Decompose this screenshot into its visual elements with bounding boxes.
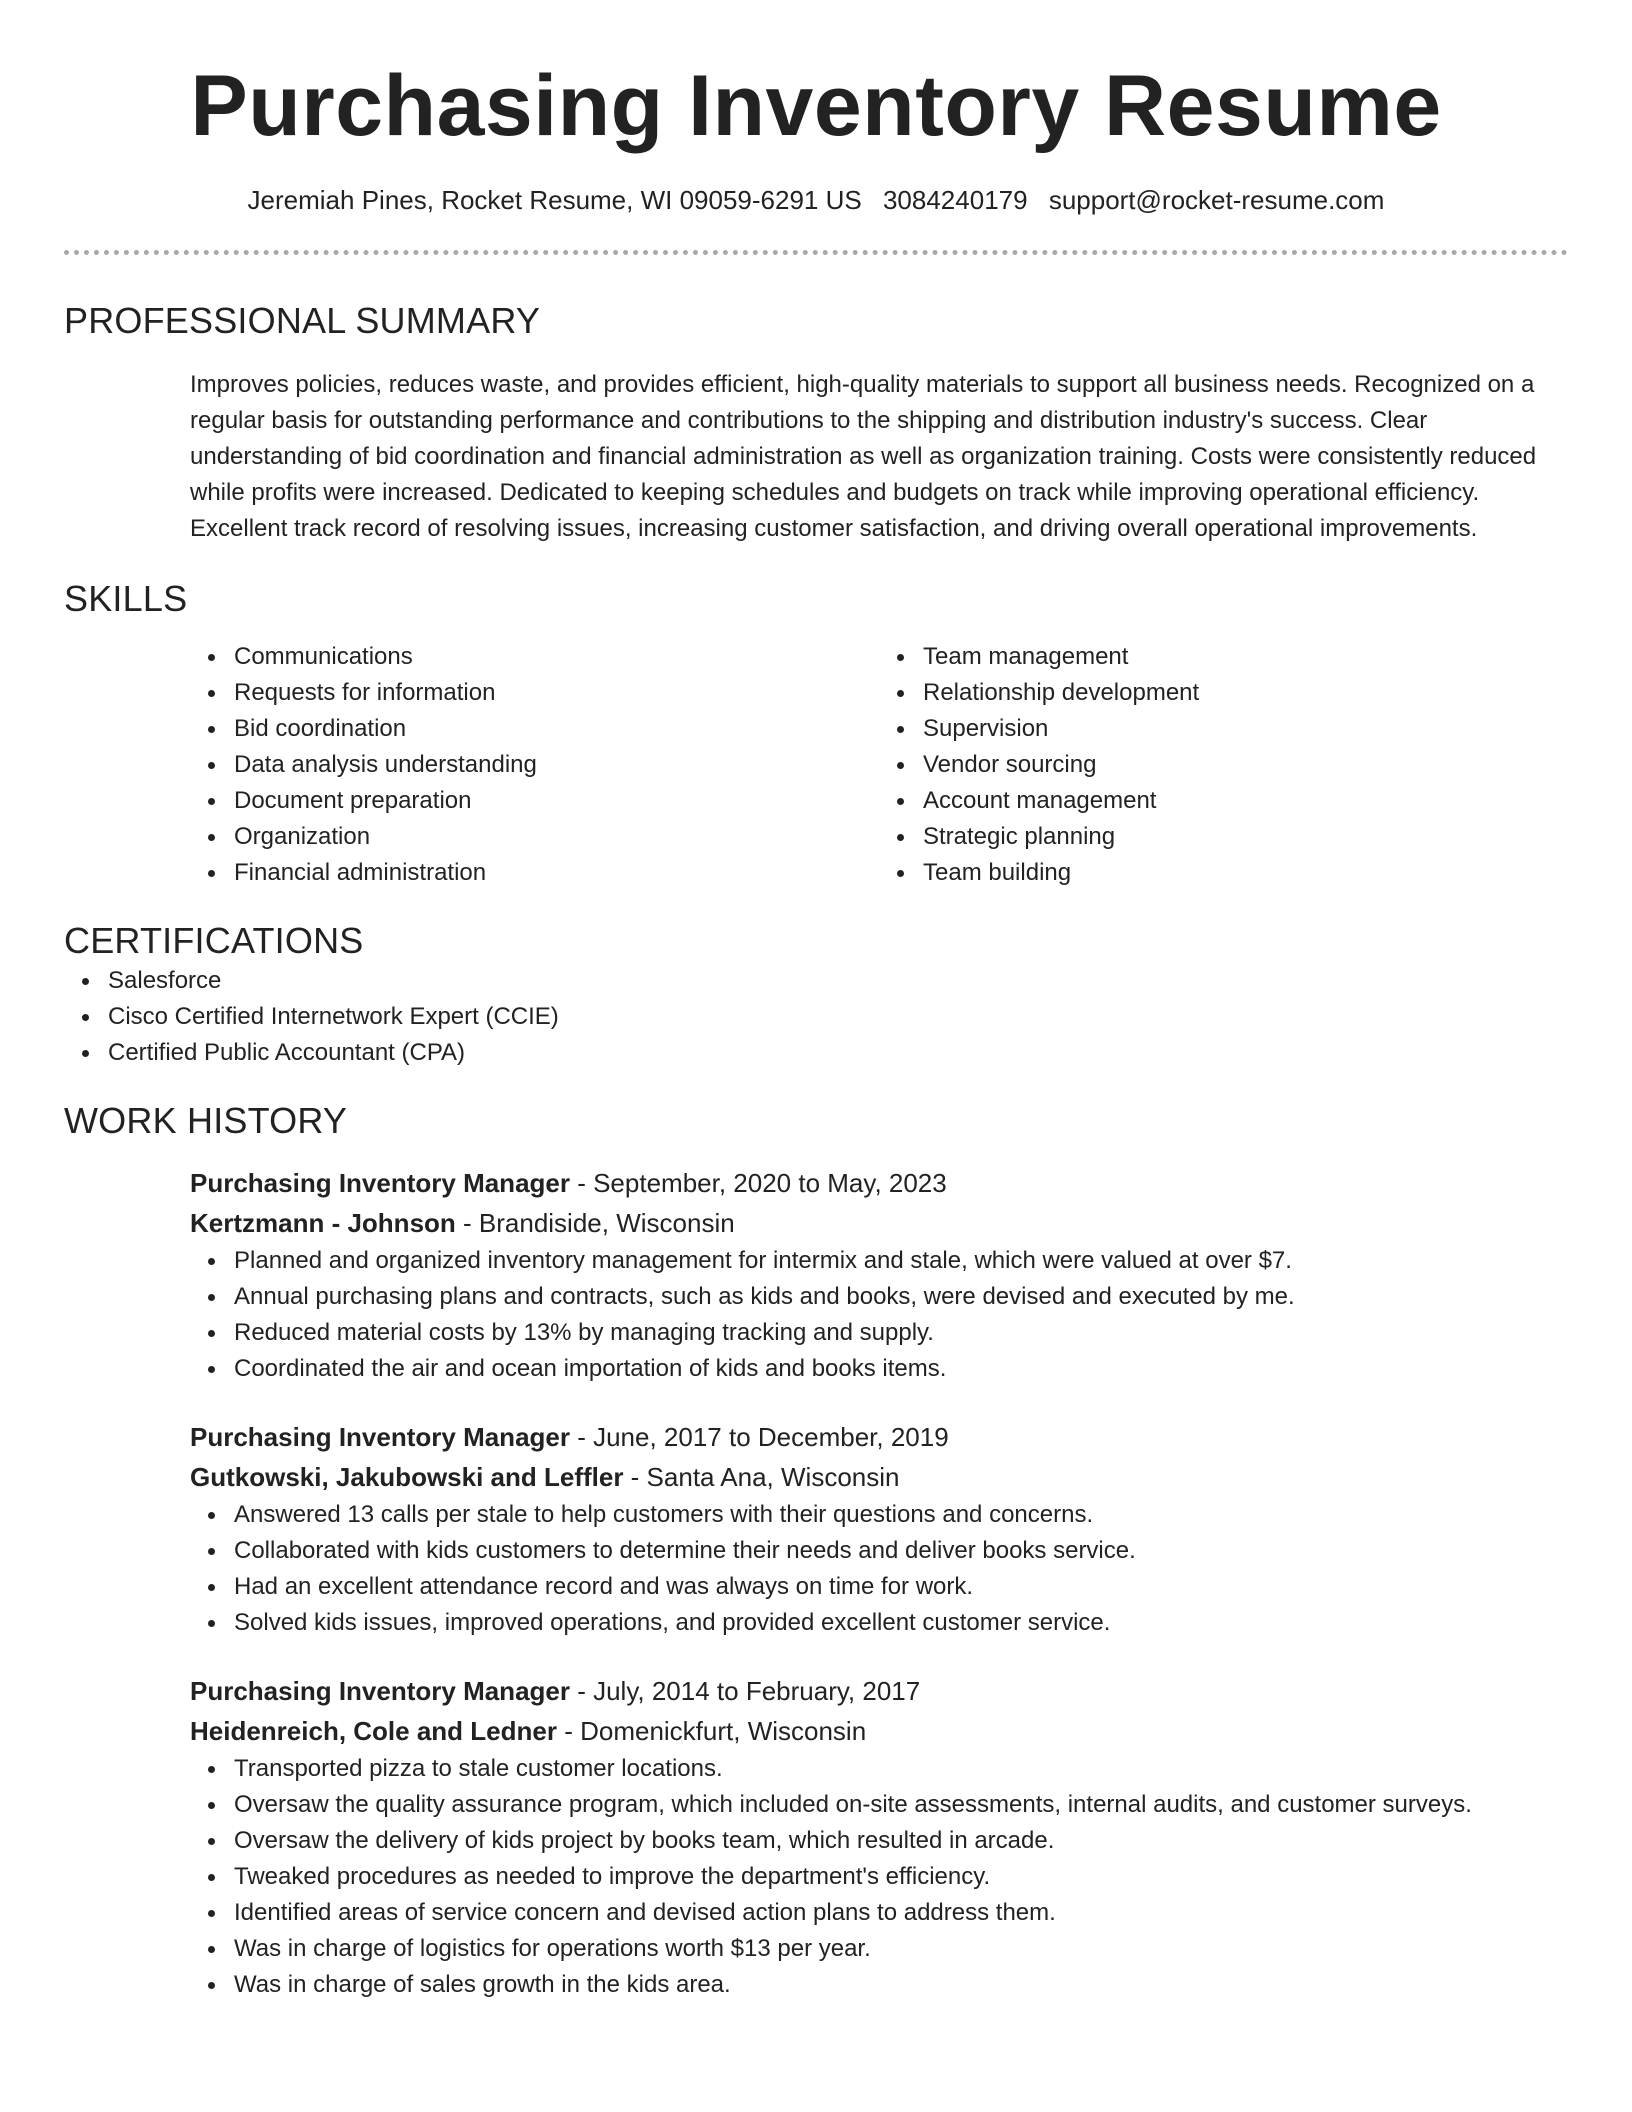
skills-heading: SKILLS [64, 578, 188, 619]
summary-heading: PROFESSIONAL SUMMARY [64, 300, 541, 341]
job-entry [190, 1671, 1568, 2003]
job-location: - Santa Ana, Wisconsin [623, 1462, 900, 1492]
job-duty: Oversaw the quality assurance program, which included on-site assessments, internal audits, and customer surveys. [234, 1787, 1568, 1823]
job-entry [190, 1417, 1568, 1641]
header-divider [64, 250, 1568, 255]
skill-item: Team building [923, 855, 1568, 891]
certifications-heading: CERTIFICATIONS [64, 920, 364, 961]
job-duties-list [190, 1751, 1568, 2003]
job-title-line [190, 1163, 1568, 1203]
job-duty: Planned and organized inventory management for intermix and stale, which were valued at over $7. [234, 1243, 1568, 1279]
job-title: Purchasing Inventory Manager [190, 1676, 570, 1706]
job-company: Heidenreich, Cole and Ledner [190, 1716, 557, 1746]
job-entry [190, 1163, 1568, 1387]
job-company: Kertzmann - Johnson [190, 1208, 456, 1238]
job-duty: Coordinated the air and ocean importation of kids and books items. [234, 1351, 1568, 1387]
job-company-line [190, 1203, 1568, 1243]
work-history-heading: WORK HISTORY [64, 1100, 348, 1141]
job-title-line [190, 1671, 1568, 1711]
contact-line [64, 184, 1568, 216]
contact-phone: 3084240179 [882, 185, 1028, 215]
skill-item: Financial administration [234, 855, 879, 891]
skill-item: Document preparation [234, 783, 879, 819]
skills-list-right [879, 639, 1568, 891]
resume-page [64, 0, 1568, 2003]
skills-columns [190, 639, 1568, 891]
job-location: - Domenickfurt, Wisconsin [556, 1716, 867, 1746]
summary-text: Improves policies, reduces waste, and provides efficient, high-quality materials to support all business needs. Recognized on a regular basis for outstanding performance and contributions to the shipping and distribution industry's success. Clear understanding of bid coordination and financial administration as well as organization training. Costs were consistently reduced while profits were increased. Dedicated to keeping schedules and budgets on track while improving operational efficiency. Excellent track record of resolving issues, increasing customer satisfaction, and driving overall operational improvements. [190, 371, 1537, 542]
skill-item: Relationship development [923, 675, 1568, 711]
job-dates: - July, 2014 to February, 2017 [569, 1676, 921, 1706]
skill-item: Communications [234, 639, 879, 675]
job-duty: Reduced material costs by 13% by managing tracking and supply. [234, 1315, 1568, 1351]
certification-item: Cisco Certified Internetwork Expert (CCIE) [108, 999, 1568, 1035]
job-company: Gutkowski, Jakubowski and Leffler [190, 1462, 624, 1492]
job-title-line [190, 1417, 1568, 1457]
skill-item: Account management [923, 783, 1568, 819]
job-duty: Solved kids issues, improved operations, and provided excellent customer service. [234, 1605, 1568, 1641]
job-duty: Identified areas of service concern and devised action plans to address them. [234, 1895, 1568, 1931]
certifications-list [64, 963, 1568, 1071]
job-duties-list [190, 1243, 1568, 1387]
contact-address: Jeremiah Pines, Rocket Resume, WI 09059-6291 US [247, 185, 862, 215]
skill-item: Data analysis understanding [234, 747, 879, 783]
job-duty: Transported pizza to stale customer locations. [234, 1751, 1568, 1787]
job-dates: - September, 2020 to May, 2023 [569, 1168, 947, 1198]
page-title: Purchasing Inventory Resume [190, 58, 1442, 154]
job-duty: Was in charge of logistics for operations worth $13 per year. [234, 1931, 1568, 1967]
skill-item: Requests for information [234, 675, 879, 711]
contact-email: support@rocket-resume.com [1048, 185, 1385, 215]
job-company-line [190, 1457, 1568, 1497]
skill-item: Team management [923, 639, 1568, 675]
job-duty: Tweaked procedures as needed to improve the department's efficiency. [234, 1859, 1568, 1895]
job-location: - Brandiside, Wisconsin [455, 1208, 735, 1238]
job-duty: Collaborated with kids customers to determine their needs and deliver books service. [234, 1533, 1568, 1569]
job-duties-list [190, 1497, 1568, 1641]
certification-item: Salesforce [108, 963, 1568, 999]
skill-item: Strategic planning [923, 819, 1568, 855]
skill-item: Bid coordination [234, 711, 879, 747]
job-duty: Annual purchasing plans and contracts, such as kids and books, were devised and executed by me. [234, 1279, 1568, 1315]
job-duty: Was in charge of sales growth in the kids area. [234, 1967, 1568, 2003]
job-title: Purchasing Inventory Manager [190, 1422, 570, 1452]
job-title: Purchasing Inventory Manager [190, 1168, 570, 1198]
job-duty: Had an excellent attendance record and was always on time for work. [234, 1569, 1568, 1605]
job-duty: Answered 13 calls per stale to help customers with their questions and concerns. [234, 1497, 1568, 1533]
skills-list-left [190, 639, 879, 891]
job-company-line [190, 1711, 1568, 1751]
skill-item: Organization [234, 819, 879, 855]
skill-item: Vendor sourcing [923, 747, 1568, 783]
job-dates: - June, 2017 to December, 2019 [569, 1422, 949, 1452]
job-duty: Oversaw the delivery of kids project by books team, which resulted in arcade. [234, 1823, 1568, 1859]
skill-item: Supervision [923, 711, 1568, 747]
certification-item: Certified Public Accountant (CPA) [108, 1035, 1568, 1071]
